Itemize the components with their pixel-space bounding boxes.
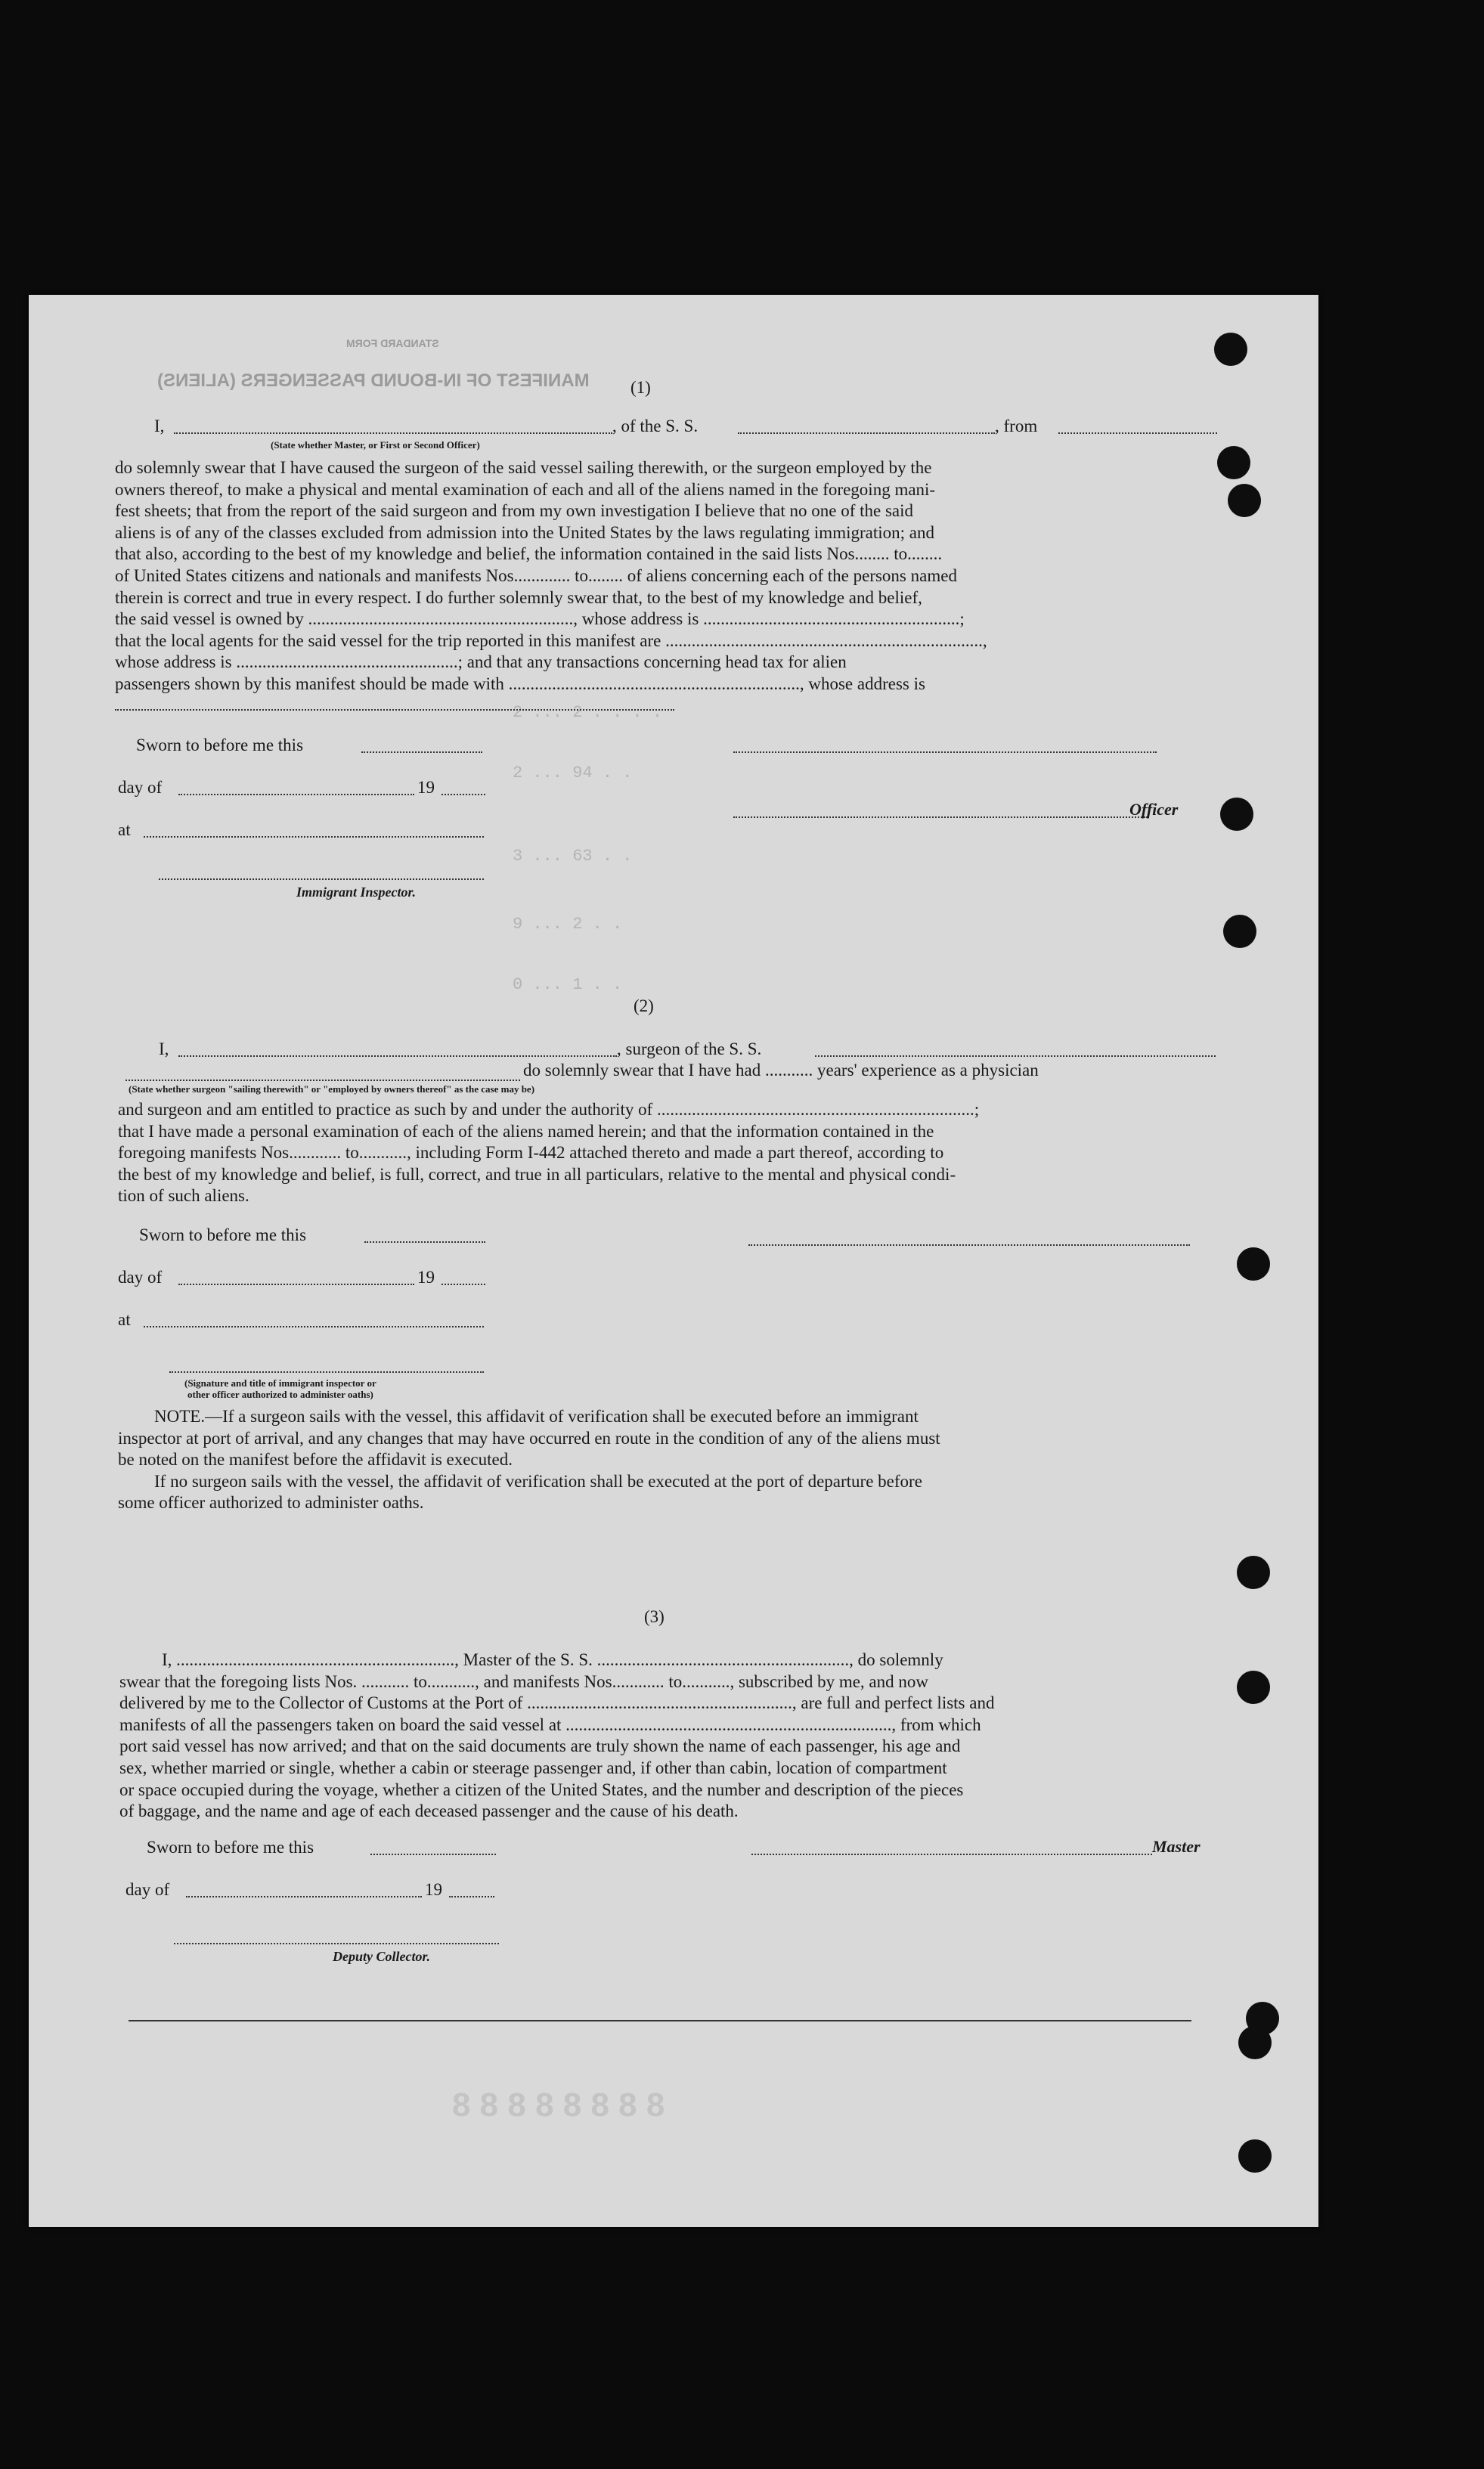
note-line: be noted on the manifest before the affidavit is executed. bbox=[118, 1450, 513, 1470]
section-1-day-blank[interactable] bbox=[178, 794, 414, 795]
binder-hole bbox=[1237, 1247, 1270, 1281]
deputy-signature-line[interactable] bbox=[174, 1943, 499, 1944]
section-2-day-blank[interactable] bbox=[178, 1284, 414, 1285]
section-2-year-blank[interactable] bbox=[441, 1284, 485, 1285]
oath-line: and surgeon and am entitled to practice as such by and under the authority of .........................................................................; bbox=[118, 1100, 980, 1119]
section-1-sworn-blank[interactable] bbox=[361, 751, 482, 753]
section-1-year-blank[interactable] bbox=[441, 794, 485, 795]
section-1-of-ss: , of the S. S. bbox=[612, 417, 699, 435]
address-continuation-line[interactable] bbox=[115, 709, 674, 711]
deputy-caption: Deputy Collector. bbox=[333, 1949, 430, 1964]
binder-hole bbox=[1220, 798, 1253, 831]
binder-hole bbox=[1238, 2026, 1272, 2059]
section-1-from: , from bbox=[995, 417, 1038, 435]
note-line: If no surgeon sails with the vessel, the affidavit of verification shall be executed at the port of departure before bbox=[154, 1471, 922, 1491]
section-2-surgeon-signature-line[interactable] bbox=[748, 1244, 1190, 1246]
signature-caption-line-1: (Signature and title of immigrant inspector or bbox=[184, 1377, 376, 1389]
section-3-year-label: 19 bbox=[425, 1880, 442, 1899]
verification-note bbox=[118, 1406, 1222, 1514]
bleed-through-text: 9 ... 2 . . bbox=[513, 915, 623, 934]
section-2-at-label: at bbox=[118, 1310, 131, 1329]
binder-hole bbox=[1214, 333, 1247, 366]
section-1-at-blank[interactable] bbox=[144, 836, 484, 838]
oath-line: fest sheets; that from the report of the said surgeon and from my own investigation I believe that no one of the said bbox=[115, 501, 914, 521]
section-3-sworn-label: Sworn to before me this bbox=[147, 1838, 314, 1857]
section-2-at-blank[interactable] bbox=[144, 1326, 484, 1327]
oath-line: port said vessel has now arrived; and that on the said documents are truly shown the name of each passenger, his age and bbox=[119, 1736, 961, 1756]
oath-line: foregoing manifests Nos............ to..........., including Form I-442 attached thereto and made a part thereof, according to bbox=[118, 1143, 944, 1163]
section-3-oath-body bbox=[119, 1650, 1228, 1823]
oath-line: the said vessel is owned by ............................................................., whose address is ...........................................................; bbox=[115, 609, 965, 629]
binder-hole bbox=[1238, 2139, 1272, 2173]
section-2-opening-I: I, bbox=[159, 1039, 169, 1058]
oath-line: swear that the foregoing lists Nos. ........... to..........., and manifests Nos............ to..........., subscribed by me, and now bbox=[119, 1671, 929, 1691]
bleed-through-text: 2 ... 94 . . bbox=[513, 764, 633, 782]
section-1-opening-I: I, bbox=[154, 417, 165, 435]
bleed-through-subheader: STANDARD FORM bbox=[346, 337, 439, 349]
section-1-oath-body bbox=[115, 457, 1219, 695]
section-3-day-label: day of bbox=[125, 1880, 170, 1899]
bleed-through-text: 0 ... 1 . . bbox=[513, 975, 623, 994]
footer-rule bbox=[129, 2020, 1191, 2021]
oath-line: I, ................................................................, Master of the S. S. .........................................................., do solemnly bbox=[162, 1650, 943, 1669]
oath-line: aliens is of any of the classes excluded from admission into the United States by the laws regulating immigration; and bbox=[115, 522, 934, 542]
section-1-name-blank[interactable] bbox=[174, 432, 612, 434]
master-label: Master bbox=[1152, 1837, 1201, 1856]
oath-line: manifests of all the passengers taken on board the said vessel at ..........................................................................., from which bbox=[119, 1715, 981, 1734]
oath-line: that I have made a personal examination of each of the aliens named herein; and that the information contained in the bbox=[118, 1121, 934, 1141]
section-2-name-blank[interactable] bbox=[178, 1055, 617, 1057]
binder-hole bbox=[1237, 1671, 1270, 1704]
section-2-line2: do solemnly swear that I have had ........... years' experience as a physician bbox=[523, 1061, 1039, 1080]
oath-line: do solemnly swear that I have caused the surgeon of the said vessel sailing therewith, or the surgeon employed by the bbox=[115, 458, 932, 477]
section-2-day-label: day of bbox=[118, 1268, 163, 1287]
section-1-at-label: at bbox=[118, 820, 131, 839]
oath-line: delivered by me to the Collector of Customs at the Port of ............................................................., are full and perfect lists and bbox=[119, 1693, 995, 1713]
oath-line: passengers shown by this manifest should be made with ..................................................................., whose address is bbox=[115, 674, 925, 693]
section-3-master-signature-line[interactable] bbox=[751, 1854, 1152, 1855]
note-line: NOTE.—If a surgeon sails with the vessel, this affidavit of verification shall be executed before an immigrant bbox=[154, 1407, 919, 1426]
section-1-officer-blank-upper[interactable] bbox=[733, 751, 1157, 753]
inspector-signature-line[interactable] bbox=[159, 878, 484, 880]
section-3-number: (3) bbox=[644, 1607, 665, 1626]
section-1-sworn-label: Sworn to before me this bbox=[136, 736, 304, 754]
section-3-year-blank[interactable] bbox=[449, 1896, 494, 1897]
section-2-instruction: (State whether surgeon "sailing therewith" or "employed by owners thereof" as the case may be) bbox=[129, 1083, 535, 1095]
section-2-oath-body bbox=[118, 1099, 1222, 1207]
section-1-officer-signature-line[interactable] bbox=[733, 816, 1148, 818]
section-2-sworn-label: Sworn to before me this bbox=[139, 1225, 307, 1244]
section-1-year-label: 19 bbox=[417, 778, 435, 797]
oath-line: owners thereof, to make a physical and mental examination of each and all of the aliens named in the foregoing mani- bbox=[115, 479, 936, 499]
oath-line: that the local agents for the said vessel for the trip reported in this manifest are ........................................................................., bbox=[115, 630, 987, 650]
section-1-number: (1) bbox=[630, 378, 651, 397]
binder-hole bbox=[1228, 484, 1261, 517]
oath-line: sex, whether married or single, whether a cabin or steerage passenger and, if other than cabin, location of compartment bbox=[119, 1758, 947, 1777]
section-1-vessel-blank[interactable] bbox=[738, 432, 995, 434]
signature-caption-line-2: other officer authorized to administer oaths) bbox=[187, 1389, 373, 1400]
oath-line: whose address is ...................................................; and that any transactions concerning head tax for alien bbox=[115, 652, 847, 672]
section-1-day-label: day of bbox=[118, 778, 163, 797]
bleed-through-stamp: 8 8 8 8 8 8 8 8 bbox=[452, 2086, 665, 2124]
note-line: some officer authorized to administer oaths. bbox=[118, 1493, 424, 1513]
binder-hole bbox=[1223, 915, 1256, 948]
binder-hole bbox=[1217, 446, 1250, 479]
bleed-through-text: 3 ... 63 . . bbox=[513, 847, 633, 866]
oath-line: of baggage, and the name and age of each deceased passenger and the cause of his death. bbox=[119, 1801, 739, 1821]
officer-label: Officer bbox=[1129, 800, 1179, 819]
oath-line: the best of my knowledge and belief, is full, correct, and true in all particulars, relative to the mental and physical condi- bbox=[118, 1164, 956, 1184]
bleed-through-header: MANIFEST OF IN-BOUND PASSENGERS (ALIENS) bbox=[157, 370, 590, 391]
bleed-through-text: 2 ... 2 . . . . bbox=[513, 703, 663, 722]
section-2-vessel-blank[interactable] bbox=[815, 1055, 1216, 1057]
manifest-sheet bbox=[29, 295, 1318, 2227]
section-2-capacity-blank[interactable] bbox=[125, 1080, 520, 1081]
section-1-instruction: (State whether Master, or First or Second Officer) bbox=[271, 439, 480, 451]
section-1-from-blank[interactable] bbox=[1058, 432, 1217, 434]
inspector-caption: Immigrant Inspector. bbox=[296, 884, 417, 900]
section-2-year-label: 19 bbox=[417, 1268, 435, 1287]
section-2-surgeon-of: , surgeon of the S. S. bbox=[617, 1039, 762, 1058]
inspector-signature-line[interactable] bbox=[169, 1371, 484, 1373]
section-3-sworn-blank[interactable] bbox=[370, 1854, 496, 1855]
section-2-number: (2) bbox=[634, 996, 654, 1015]
section-2-sworn-blank[interactable] bbox=[364, 1241, 485, 1243]
oath-line: that also, according to the best of my knowledge and belief, the information contained in the said lists Nos........ to........ bbox=[115, 544, 943, 564]
oath-line: of United States citizens and nationals and manifests Nos............. to........ of aliens concerning each of the persons named bbox=[115, 565, 957, 585]
binder-hole bbox=[1237, 1556, 1270, 1589]
note-line: inspector at port of arrival, and any changes that may have occurred en route in the condition of any of the aliens must bbox=[118, 1428, 940, 1448]
section-3-day-blank[interactable] bbox=[186, 1896, 422, 1897]
oath-line: tion of such aliens. bbox=[118, 1186, 249, 1206]
oath-line: therein is correct and true in every respect. I do further solemnly swear that, to the best of my knowledge and belief, bbox=[115, 587, 922, 607]
oath-line: or space occupied during the voyage, whether a citizen of the United States, and the number and description of the pieces bbox=[119, 1780, 964, 1799]
